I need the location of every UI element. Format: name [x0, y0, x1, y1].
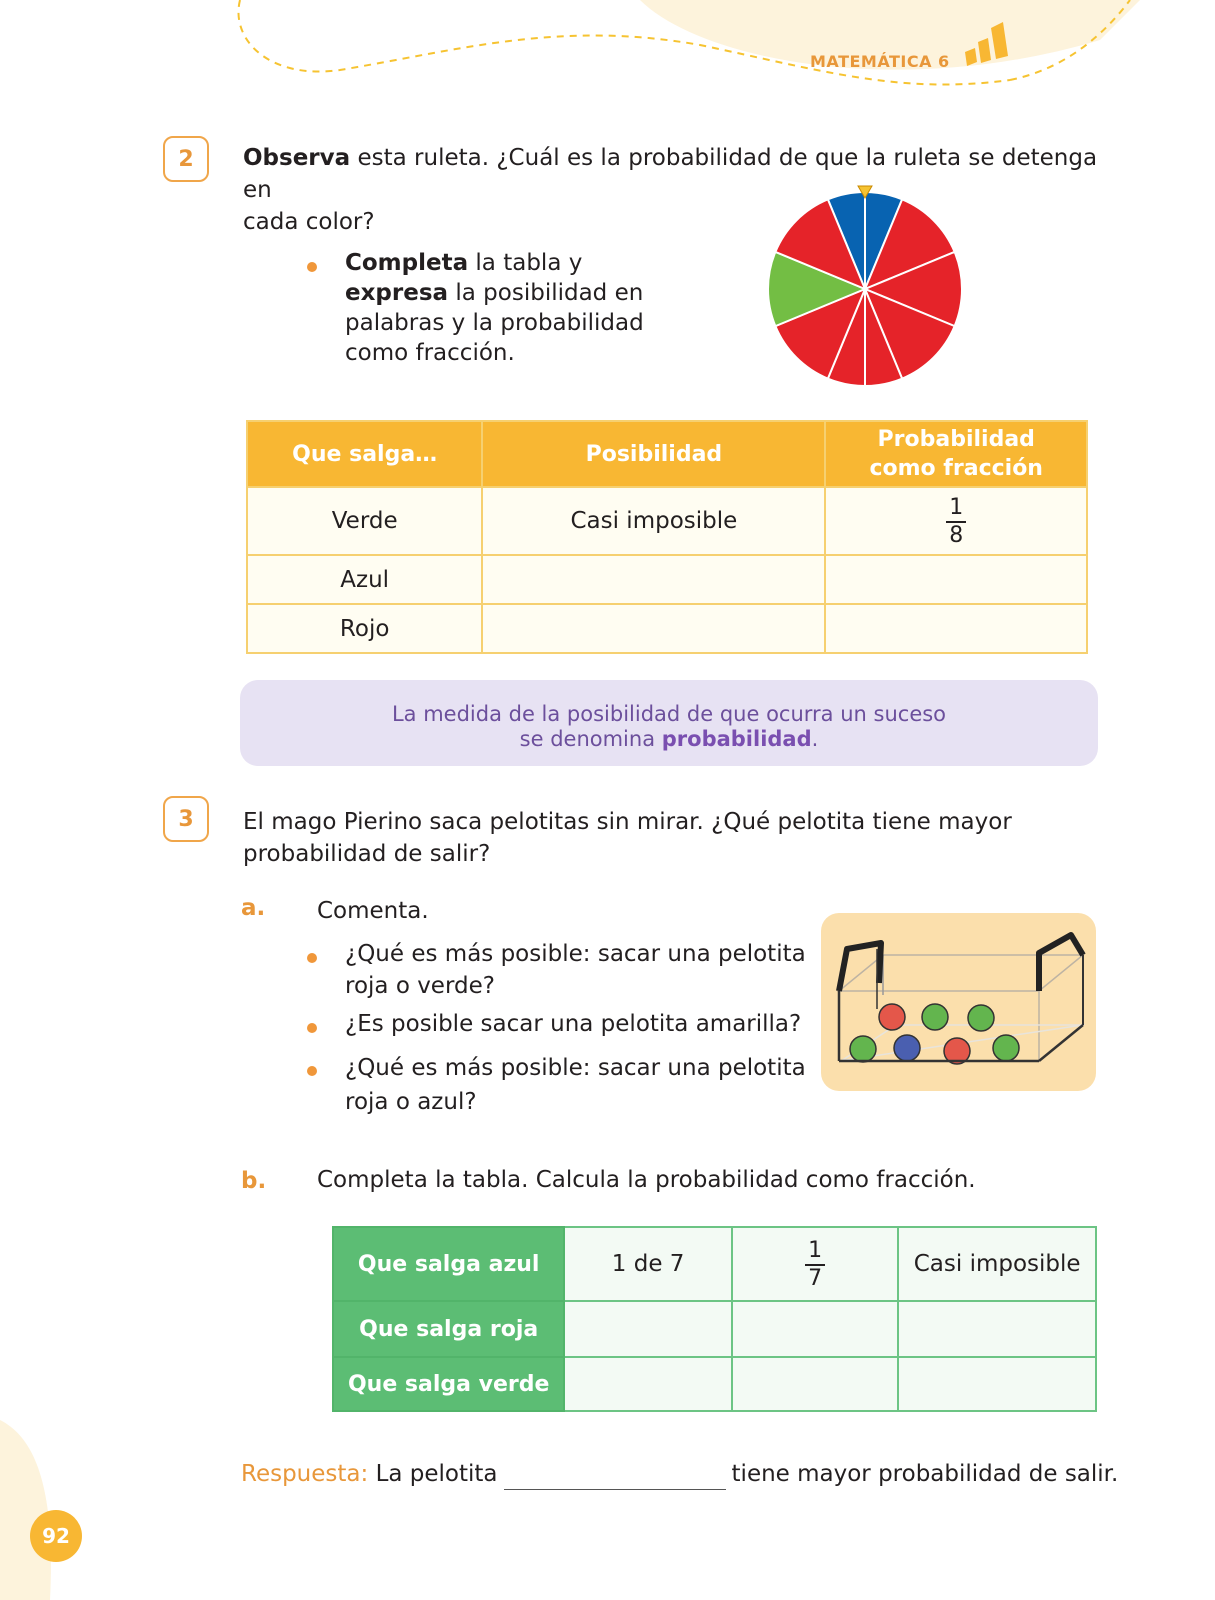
fraction-denominator: 8	[949, 522, 964, 548]
fraction	[805, 1238, 825, 1292]
instruction-line3: palabras y la probabilidad	[345, 310, 644, 336]
fraction	[946, 495, 966, 549]
cell-possibility: Casi imposible	[482, 487, 825, 555]
discussion-question: ¿Es posible sacar una pelotita amarilla?	[345, 1011, 802, 1037]
discussion-line: roja o verde?	[345, 973, 495, 999]
question-number: 2	[163, 136, 209, 182]
cell-fraction	[732, 1227, 898, 1301]
cell-possibility-blank[interactable]	[898, 1357, 1096, 1411]
row-label: Que salga roja	[333, 1301, 564, 1357]
table-row	[247, 555, 1087, 604]
bullet-dot	[307, 262, 317, 272]
header-probabilidad-line1: Probabilidad	[877, 427, 1035, 452]
item-letter-b: b.	[241, 1168, 267, 1194]
table-row	[333, 1301, 1096, 1357]
discussion-question	[345, 1051, 806, 1119]
answer-blank[interactable]	[504, 1466, 726, 1490]
header-que-salga: Que salga…	[247, 421, 482, 487]
row-label: Que salga azul	[333, 1227, 564, 1301]
item-b-instruction	[317, 1164, 976, 1196]
table-row	[333, 1227, 1096, 1301]
instruction-line4: como fracción.	[345, 340, 515, 366]
cell-color: Azul	[247, 555, 482, 604]
roulette-table	[246, 420, 1088, 654]
cell-fraction-blank[interactable]	[825, 604, 1087, 653]
answer-post: tiene mayor probabilidad de salir.	[731, 1461, 1119, 1487]
balls-table	[332, 1226, 1097, 1412]
cell-possibility-blank[interactable]	[898, 1301, 1096, 1357]
bar-chart-logo-icon	[963, 14, 1023, 70]
instruction-part-2: la posibilidad en	[448, 280, 644, 306]
table-row	[333, 1357, 1096, 1411]
instruction-verb: Completa	[317, 1167, 428, 1193]
answer-label: Respuesta:	[241, 1461, 369, 1487]
bullet-dot	[307, 953, 317, 963]
prompt-verb: Observa	[243, 145, 351, 171]
discussion-line: roja o azul?	[345, 1089, 477, 1115]
discussion-line: ¿Qué es más posible: sacar una pelotita	[345, 1055, 806, 1081]
cell-possibility-blank[interactable]	[482, 555, 825, 604]
note-keyword: probabilidad	[661, 727, 812, 751]
discussion-question	[345, 938, 806, 1002]
answer-pre: La pelotita	[368, 1461, 498, 1487]
instruction-verb: Completa	[345, 250, 469, 276]
instruction-verb-2: Calcula	[535, 1167, 620, 1193]
prompt-line1: El mago Pierino saca pelotitas sin mirar. ¿Qué pelotita tiene mayor	[243, 809, 1012, 835]
cell-count-blank[interactable]	[564, 1357, 731, 1411]
table-row	[247, 604, 1087, 653]
roulette-wheel	[760, 184, 970, 394]
fraction-denominator: 7	[808, 1265, 823, 1291]
header-probabilidad	[825, 421, 1087, 487]
cell-color: Verde	[247, 487, 482, 555]
cell-possibility: Casi imposible	[898, 1227, 1096, 1301]
bullet-dot	[307, 1066, 317, 1076]
cell-count: 1 de 7	[564, 1227, 731, 1301]
prompt-text: esta ruleta. ¿Cuál es la probabilidad de que la ruleta se detenga en	[243, 145, 1098, 203]
instruction-text	[345, 248, 644, 368]
item-title-comenta: Comenta.	[317, 898, 429, 924]
bullet-dot	[307, 1023, 317, 1033]
note-line1: La medida de la posibilidad de que ocurra un suceso	[391, 702, 947, 726]
note-line2: se denomina	[519, 727, 662, 751]
definition-note	[240, 680, 1098, 766]
series-title: MATEMÁTICA 6	[810, 52, 950, 71]
cell-possibility-blank[interactable]	[482, 604, 825, 653]
header-probabilidad-line2: como fracción	[869, 456, 1043, 481]
cell-fraction-blank[interactable]	[825, 555, 1087, 604]
cell-fraction	[825, 487, 1087, 555]
cell-count-blank[interactable]	[564, 1301, 731, 1357]
cell-fraction-blank[interactable]	[732, 1301, 898, 1357]
discussion-line: ¿Qué es más posible: sacar una pelotita	[345, 941, 806, 967]
cell-color: Rojo	[247, 604, 482, 653]
answer-line	[241, 1458, 1118, 1490]
instruction-part: la tabla y	[468, 250, 583, 276]
fraction-numerator: 1	[805, 1238, 825, 1266]
prompt-text-line2: cada color?	[243, 209, 375, 235]
instruction-part: la tabla.	[427, 1167, 536, 1193]
instruction-part-2: la probabilidad como fracción.	[620, 1167, 976, 1193]
item-letter-a: a.	[241, 895, 266, 921]
basket-illustration	[821, 913, 1096, 1091]
fraction-numerator: 1	[946, 495, 966, 523]
header-decoration	[0, 0, 1215, 110]
page-number: 92	[30, 1510, 82, 1562]
row-label: Que salga verde	[333, 1357, 564, 1411]
question-prompt	[243, 806, 1103, 870]
question-prompt	[243, 142, 1103, 238]
question-number: 3	[163, 796, 209, 842]
note-period: .	[811, 727, 819, 751]
prompt-line2: probabilidad de salir?	[243, 841, 491, 867]
cell-fraction-blank[interactable]	[732, 1357, 898, 1411]
header-posibilidad: Posibilidad	[482, 421, 825, 487]
instruction-verb-2: expresa	[345, 280, 449, 306]
table-row	[247, 487, 1087, 555]
